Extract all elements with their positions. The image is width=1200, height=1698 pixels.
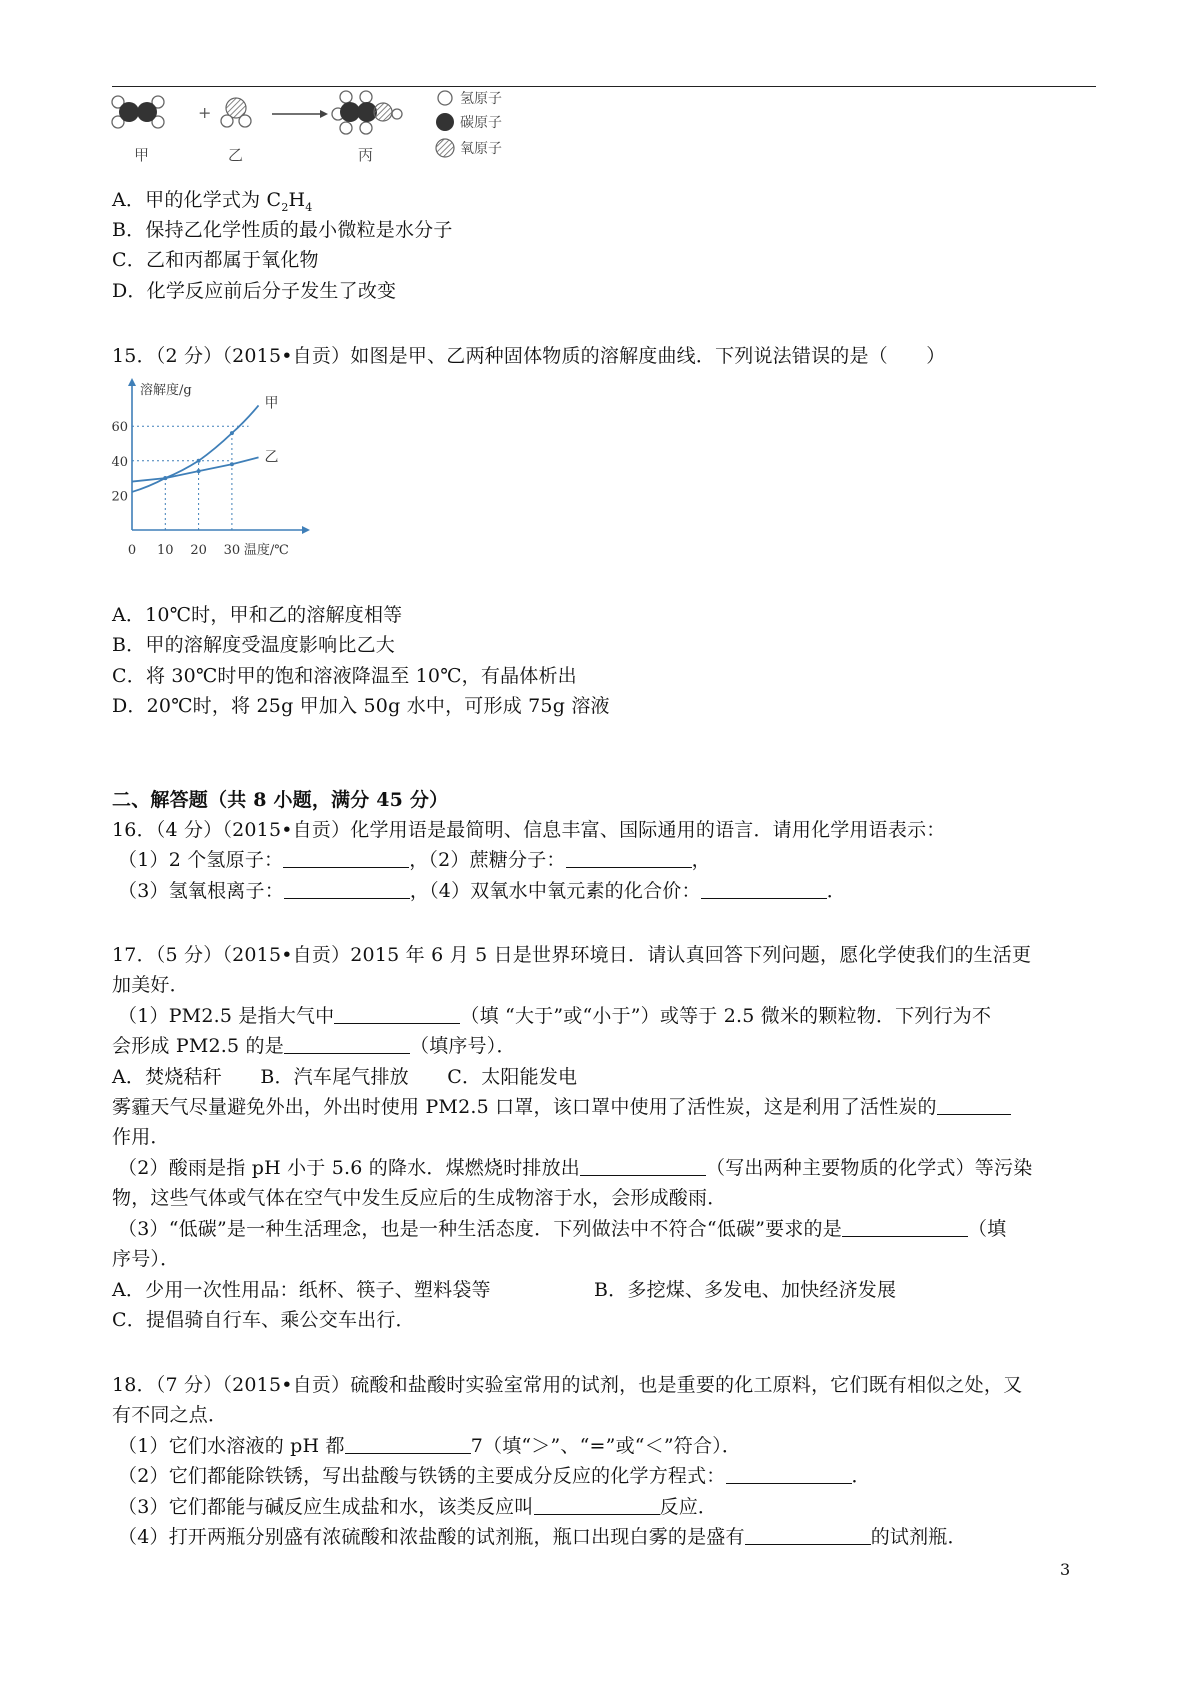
legend-h-label: 氢原子	[460, 91, 502, 107]
q16-line-1: （1）2 个氢原子： ，（2）蔗糖分子： ，	[118, 849, 711, 871]
q17-part1-line3: 雾霾天气尽量避免外出，外出时使用 PM2.5 口罩，该口罩中使用了活性炭，这是利用了活性炭的	[112, 1095, 1011, 1119]
q17-part1-line1: （1）PM2.5 是指大气中 （填 “大于”或“小于”）或等于 2.5 微米的颗粒物．下列行为不	[118, 1005, 992, 1027]
answer-blank[interactable]	[566, 849, 692, 868]
q18-part-2: （2）它们都能除铁锈，写出盐酸与铁锈的主要成分反应的化学方程式： ．	[118, 1465, 871, 1487]
q18-part-4: （4）打开两瓶分别盛有浓硫酸和浓盐酸的试剂瓶，瓶口出现白雾的是盛有 的试剂瓶．	[118, 1526, 967, 1548]
legend-o-icon	[436, 139, 454, 157]
x-tick-label: 30	[223, 543, 241, 558]
answer-blank[interactable]	[580, 1157, 706, 1176]
label-yi: 乙	[228, 146, 244, 164]
molecule-jia	[112, 96, 164, 128]
answer-blank[interactable]	[937, 1096, 1011, 1115]
q18-part-3: （3）它们都能与碱反应生成盐和水，该类反应叫 反应．	[118, 1496, 718, 1518]
section-2-title: 二、解答题（共 8 小题，满分 45 分）	[112, 789, 449, 811]
series-label-jia: 甲	[264, 395, 279, 412]
data-point	[197, 469, 201, 473]
q18-stem-1: 18．（7 分）（2015•自贡）硫酸和盐酸时实验室常用的试剂，也是重要的化工原料，它们既有相似之处，又	[112, 1374, 1023, 1396]
q17-part3-line2: 序号）．	[112, 1248, 180, 1270]
data-point	[230, 431, 234, 435]
q14-option-a: A．甲的化学式为 $C_2H_4$	[112, 189, 313, 214]
q18-part-1: （1）它们水溶液的 pH 都 7（填“＞”、“=”或“＜”符合）．	[118, 1435, 742, 1457]
q17-part1-line4: 作用．	[112, 1126, 170, 1148]
answer-blank[interactable]	[334, 1005, 460, 1024]
answer-blank[interactable]	[701, 880, 827, 899]
legend-o-label: 氧原子	[460, 141, 502, 157]
answer-blank[interactable]	[534, 1496, 660, 1515]
q16-line-2: （3）氢氧根离子： ，（4）双氧水中氧元素的化合价： ．	[118, 880, 846, 902]
q17-stem-2: 加美好．	[112, 974, 189, 996]
legend-c-label: 碳原子	[460, 115, 502, 131]
q17-part3-line1: （3）“低碳”是一种生活理念，也是一种生活态度．下列做法中不符合“低碳”要求的是 （填	[118, 1218, 1007, 1240]
answer-blank[interactable]	[745, 1526, 871, 1545]
q17-choices-3a: A．少用一次性用品：纸杯、筷子、塑料袋等	[112, 1279, 491, 1301]
x-tick-label: 10	[157, 543, 174, 558]
x-tick-label: 0	[127, 543, 137, 558]
legend-h-icon	[438, 91, 452, 105]
answer-blank[interactable]	[726, 1465, 852, 1484]
series-curve-yi	[132, 457, 259, 481]
answer-blank[interactable]	[284, 880, 410, 899]
molecule-yi	[221, 98, 251, 127]
q16-stem: 16．（4 分）（2015•自贡）化学用语是最简明、信息丰富、国际通用的语言．请用化学用语表示：	[112, 819, 946, 841]
diagram-legend	[436, 91, 502, 157]
data-point	[230, 462, 234, 466]
answer-blank[interactable]	[842, 1218, 968, 1237]
answer-blank[interactable]	[284, 1035, 410, 1054]
arrow-head	[320, 110, 328, 118]
label-bing: 丙	[358, 146, 374, 164]
y-tick-label: 60	[111, 420, 128, 436]
q17-stem-1: 17．（5 分）（2015•自贡）2015 年 6 月 5 日是世界环境日．请认真回答下列问题，愿化学使我们的生活更	[112, 944, 1032, 966]
x-axis-arrow	[302, 526, 310, 534]
solubility-chart	[110, 378, 350, 586]
data-point	[163, 476, 167, 480]
answer-blank[interactable]	[345, 1435, 471, 1454]
reaction-diagram	[110, 88, 530, 172]
answer-blank[interactable]	[283, 849, 409, 868]
y-tick-label: 40	[111, 454, 128, 470]
y-tick-label: 20	[111, 489, 128, 505]
label-jia: 甲	[134, 146, 150, 164]
y-axis-label: 溶解度/g	[140, 383, 192, 398]
q17-part2-line1: （2）酸雨是指 pH 小于 5.6 的降水．煤燃烧时排放出 （写出两种主要物质的化学式）等污染	[118, 1157, 1033, 1179]
legend-c-icon	[436, 113, 454, 131]
q15-option-a: A．10℃时，甲和乙的溶解度相等	[112, 604, 403, 626]
header-rule	[112, 86, 1096, 87]
page-number: 3	[1060, 1560, 1071, 1579]
series-label-yi: 乙	[264, 449, 279, 466]
molecule-bing	[332, 91, 402, 134]
plus-sign: +	[198, 103, 212, 122]
q14-option-b: B．保持乙化学性质的最小微粒是水分子	[112, 219, 453, 241]
q14-option-d: D．化学反应前后分子发生了改变	[112, 280, 397, 302]
q17-choices-1: A．焚烧秸秆 B．汽车尾气排放 C．太阳能发电	[112, 1066, 578, 1088]
q15-option-d: D．20℃时，将 25g 甲加入 50g 水中，可形成 75g 溶液	[112, 695, 610, 717]
x-axis-label: 温度/℃	[243, 543, 289, 558]
q17-part1-line2: 会形成 PM2.5 的是 （填序号）．	[112, 1035, 516, 1057]
q17-choices-3b: B．多挖煤、多发电、加快经济发展	[594, 1279, 897, 1301]
q17-part2-line2: 物，这些气体或气体在空气中发生反应后的生成物溶于水，会形成酸雨．	[112, 1187, 727, 1209]
x-tick-label: 20	[190, 543, 207, 558]
data-point	[197, 459, 201, 463]
q17-choices-3c: C．提倡骑自行车、乘公交车出行．	[112, 1309, 415, 1331]
q14-option-c: C．乙和丙都属于氧化物	[112, 249, 319, 271]
q15-stem: 15．（2 分）（2015•自贡）如图是甲、乙两种固体物质的溶解度曲线．下列说法错误的是（ ）	[112, 345, 946, 367]
q15-option-b: B．甲的溶解度受温度影响比乙大	[112, 634, 395, 656]
q18-stem-2: 有不同之点．	[112, 1404, 228, 1426]
y-axis-arrow	[128, 378, 136, 386]
q15-option-c: C．将 30℃时甲的饱和溶液降温至 10℃，有晶体析出	[112, 665, 577, 687]
